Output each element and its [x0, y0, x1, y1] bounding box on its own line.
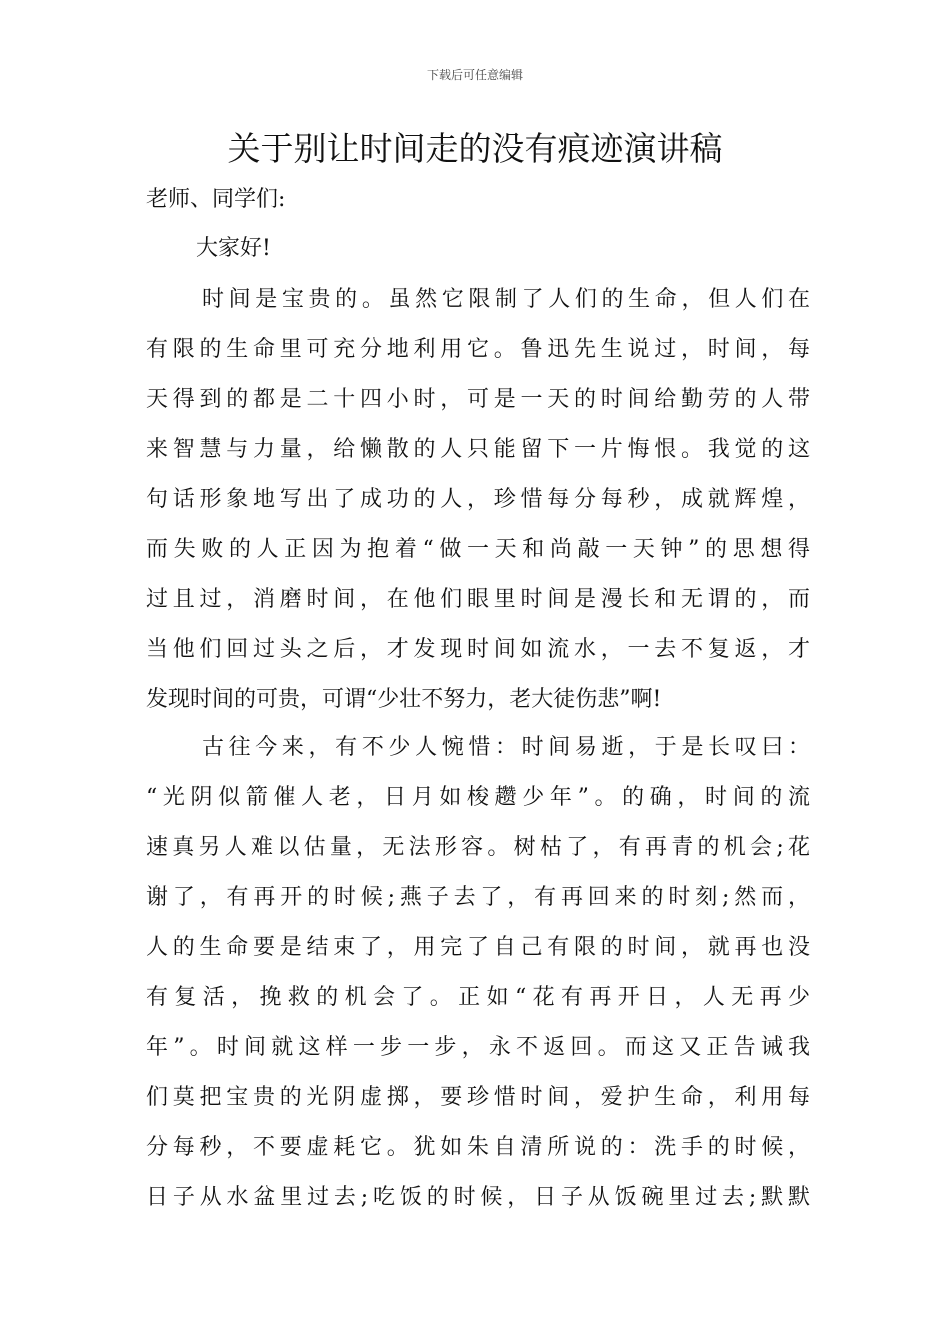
- paragraph-line: 天得到的都是二十四小时，可是一天的时间给勤劳的人带: [146, 387, 810, 412]
- header-note: 下载后可任意编辑: [426, 68, 523, 82]
- greeting: 大家好!: [196, 236, 271, 261]
- paragraph-line: 古往今来，有不少人惋惜：时间易逝，于是长叹曰：: [202, 735, 810, 760]
- paragraph-line: 日子从水盆里过去;吃饭的时候，日子从饭碗里过去;默默: [146, 1185, 810, 1210]
- paragraph-1: [146, 275, 810, 725]
- paragraph-line: 有复活，挽救的机会了。正如“花有再开日，人无再少: [146, 985, 810, 1010]
- paragraph-2: [146, 723, 810, 1223]
- paragraph-line: 分每秒，不要虚耗它。犹如朱自清所说的：洗手的时候，: [146, 1135, 810, 1160]
- paragraph-line: 句话形象地写出了成功的人，珍惜每分每秒，成就辉煌，: [146, 487, 810, 512]
- document-title: 关于别让时间走的没有痕迹演讲稿: [227, 129, 723, 168]
- paragraph-line: 发现时间的可贵，可谓“少壮不努力，老大徒伤悲”啊!: [146, 687, 662, 712]
- salutation: 老师、同学们:: [146, 187, 286, 212]
- paragraph-line: 过且过，消磨时间，在他们眼里时间是漫长和无谓的，而: [146, 587, 810, 612]
- paragraph-line: 时间是宝贵的。虽然它限制了人们的生命，但人们在: [202, 287, 810, 312]
- paragraph-line: “光阴似箭催人老，日月如梭趱少年”。的确，时间的流: [146, 785, 810, 810]
- paragraph-line: 速真另人难以估量，无法形容。树枯了，有再青的机会;花: [146, 835, 810, 860]
- paragraph-line: 而失败的人正因为抱着“做一天和尚敲一天钟”的思想得: [146, 537, 810, 562]
- paragraph-line: 谢了，有再开的时候;燕子去了，有再回来的时刻;然而，: [146, 885, 810, 910]
- paragraph-line: 人的生命要是结束了，用完了自己有限的时间，就再也没: [146, 935, 810, 960]
- paragraph-line: 当他们回过头之后，才发现时间如流水，一去不复返，才: [146, 637, 810, 662]
- paragraph-line: 们莫把宝贵的光阴虚掷，要珍惜时间，爱护生命，利用每: [146, 1085, 810, 1110]
- paragraph-line: 来智慧与力量，给懒散的人只能留下一片悔恨。我觉的这: [146, 437, 810, 462]
- paragraph-line: 有限的生命里可充分地利用它。鲁迅先生说过，时间，每: [146, 337, 810, 362]
- paragraph-line: 年”。时间就这样一步一步，永不返回。而这又正告诫我: [146, 1035, 810, 1060]
